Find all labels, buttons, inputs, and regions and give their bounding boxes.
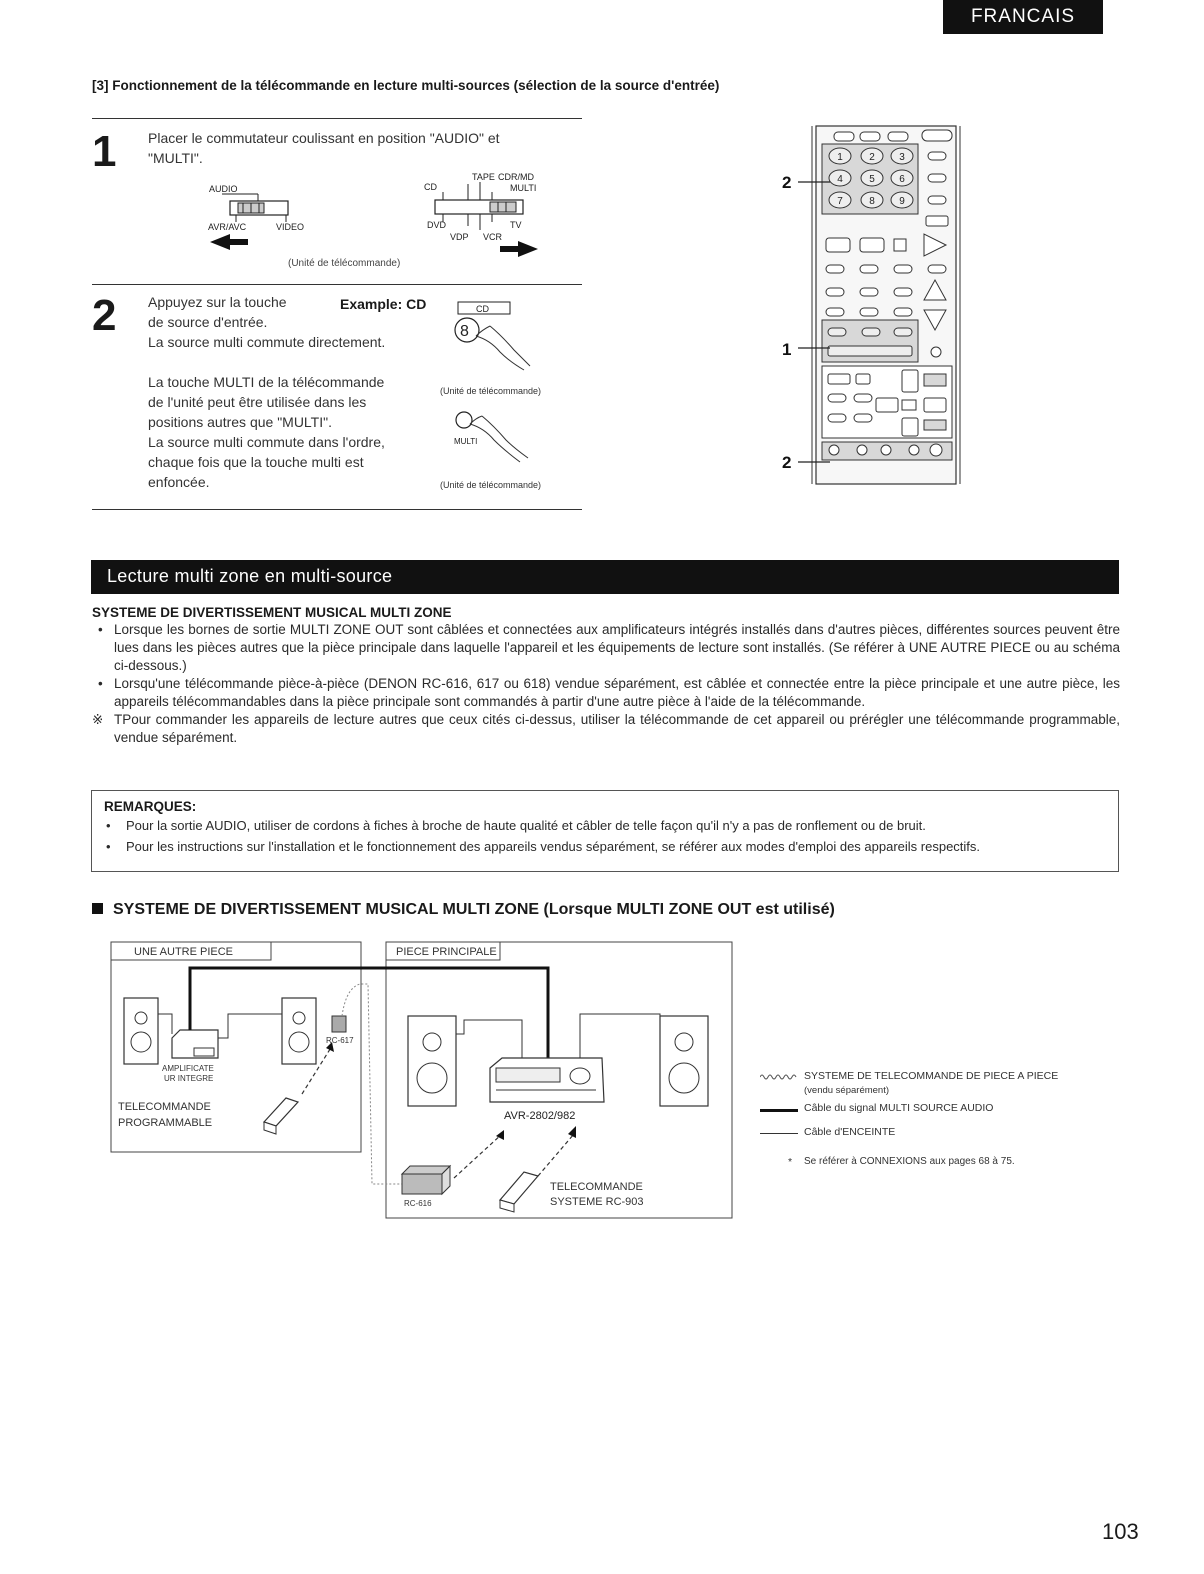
- step-2-number: 2: [92, 291, 117, 340]
- remote-control-illustration: [776, 122, 966, 488]
- multizone-body: [92, 605, 1120, 747]
- switch-label-tape: TAPE: [472, 172, 495, 182]
- section-banner: [91, 560, 1119, 594]
- remote-callout-bottom: 2: [782, 453, 792, 472]
- remote-key-4: 4: [837, 174, 843, 185]
- step-1-line1: Placer le commutateur coulissant en position "AUDIO" et: [148, 130, 500, 146]
- system-remote-label-2: SYSTEME RC-903: [550, 1196, 644, 1208]
- switch-label-multi: MULTI: [510, 183, 537, 193]
- multizone-diagram: [110, 938, 740, 1222]
- prog-remote-label-1: TELECOMMANDE: [118, 1101, 211, 1113]
- bullet-icon: •: [98, 676, 103, 691]
- remote-key-3: 3: [899, 152, 905, 163]
- remarks-box: [91, 790, 1119, 872]
- amplifier-icon: [172, 1030, 218, 1058]
- finger-icon: [476, 326, 530, 370]
- amp-label-2: UR INTEGRE: [164, 1074, 214, 1083]
- step-2-line2: de source d'entrée.: [148, 314, 268, 330]
- switch-label-dvd: DVD: [427, 220, 447, 230]
- banner-title: Lecture multi zone en multi-source: [107, 566, 393, 586]
- receiver-label: AVR-2802/982: [504, 1110, 576, 1122]
- step-2-caption-1: (Unité de télécommande): [440, 386, 542, 396]
- cd-key-number: 8: [460, 323, 469, 340]
- rule-mid: [92, 284, 582, 285]
- cd-key-illustration: [450, 296, 570, 380]
- bullet-icon: •: [106, 839, 111, 854]
- multizone-heading: SYSTEME DE DIVERTISSEMENT MUSICAL MULTI ZONE: [92, 605, 452, 620]
- multizone-bullet: [92, 675, 1120, 711]
- remote-key-1: 1: [837, 152, 843, 163]
- finger-icon: [470, 416, 528, 462]
- speaker-icon: [282, 998, 316, 1064]
- switch-label-video: VIDEO: [276, 222, 305, 232]
- legend-speaker: [760, 1126, 1100, 1156]
- note-mark: ※: [92, 712, 104, 727]
- remote-callout-top: 2: [782, 173, 792, 192]
- arrow-right-icon: [500, 241, 538, 257]
- switch-label-audio: AUDIO: [209, 184, 238, 194]
- legend-room-to-room-line2: (vendu séparément): [804, 1085, 890, 1096]
- legend-room-to-room: [760, 1070, 1100, 1102]
- speaker-icon: [408, 1016, 456, 1106]
- receiver-icon: [490, 1058, 604, 1102]
- rc617-icon: [332, 1016, 346, 1032]
- step-1-number: 1: [92, 127, 117, 176]
- example-label: Example: CD: [340, 296, 427, 312]
- remark-text: Pour la sortie AUDIO, utiliser de cordons à fiches à broche de haute qualité et câbler de telle façon qu'il n'y a pas de ronflement ou de bruit.: [126, 818, 926, 833]
- multi-switch: [424, 172, 538, 257]
- remarks-title: REMARQUES:: [104, 799, 197, 814]
- square-bullet-icon: [92, 903, 103, 914]
- legend-note-mark: *: [788, 1156, 793, 1168]
- remote-key-9: 9: [899, 196, 905, 207]
- prog-remote-label-2: PROGRAMMABLE: [118, 1117, 213, 1129]
- step-2-para-line: positions autres que "MULTI".: [148, 414, 332, 430]
- section-title: [3] Fonctionnement de la télécommande en lecture multi-sources (sélection de la source d'entrée): [92, 78, 720, 93]
- switch-label-cdrmd: CDR/MD: [498, 172, 534, 182]
- remark-text: Pour les instructions sur l'installation et le fonctionnement des appareils vendus séparément, se référer aux modes d'emploi des appareils respectifs.: [126, 839, 981, 854]
- step-2-para-line: La source multi commute dans l'ordre,: [148, 434, 385, 450]
- bullet-icon: •: [106, 818, 111, 833]
- remarks-content: [104, 799, 1104, 856]
- remote-key-7: 7: [837, 196, 843, 207]
- multizone-bullet-text: Lorsque les bornes de sortie MULTI ZONE OUT sont câblées et connectées aux amplificateurs intégrés installés dans d'autres pièces, différentes sources peuvent être lues dans les pièces autres que la pièce principale dans laquelle l'appareil et les équipements de lecture sont installés. (Se référer à UNE AUTRE PIECE ou au schéma ci-dessous.): [114, 622, 1120, 673]
- language-tab: FRANCAIS: [943, 0, 1103, 34]
- legend-multi-source-text: Câble du signal MULTI SOURCE AUDIO: [804, 1102, 994, 1114]
- remark-item: [104, 817, 1104, 835]
- cd-key-label: CD: [476, 304, 489, 314]
- thick-line-icon: [760, 1109, 798, 1112]
- multizone-note-text: TPour commander les appareils de lecture autres que ceux cités ci-dessus, utiliser la télécommande de cet appareil ou prérégler une télécommande programmable, vendue séparément.: [114, 712, 1120, 745]
- switch-label-vcr: VCR: [483, 232, 503, 242]
- step-1-caption: (Unité de télécommande): [288, 258, 401, 269]
- rc616-label: RC-616: [404, 1199, 432, 1208]
- step-2-para-line: de l'unité peut être utilisée dans les: [148, 394, 367, 410]
- switch-label-cd: CD: [424, 182, 437, 192]
- system-remote-label-1: TELECOMMANDE: [550, 1181, 643, 1193]
- step-2-para-line: La touche MULTI de la télécommande: [148, 374, 385, 390]
- arrow-left-icon: [210, 234, 248, 250]
- multizone-note: [92, 711, 1120, 747]
- other-room-label: UNE AUTRE PIECE: [134, 946, 234, 958]
- speaker-icon: [660, 1016, 708, 1106]
- legend-multi-source: [760, 1102, 1100, 1126]
- legend-note: [760, 1156, 1100, 1172]
- remote-callout-middle: 1: [782, 340, 792, 359]
- diagram-legend: [760, 1070, 1100, 1172]
- rule-bottom: [92, 509, 582, 510]
- main-room-label: PIECE PRINCIPALE: [396, 946, 497, 958]
- step-1-line2: "MULTI".: [148, 150, 203, 166]
- legend-speaker-text: Câble d'ENCEINTE: [804, 1126, 896, 1138]
- switch-label-tv: TV: [510, 220, 522, 230]
- step-2-caption-2: (Unité de télécommande): [440, 480, 542, 490]
- rc617-label: RC-617: [326, 1036, 354, 1045]
- remote-key-8: 8: [869, 196, 875, 207]
- step-1-text: [148, 128, 582, 168]
- step-2-line1: Appuyez sur la touche: [148, 294, 287, 310]
- multizone-bullet: [92, 621, 1120, 675]
- amp-label-1: AMPLIFICATE: [162, 1064, 214, 1073]
- slide-switch-diagram: [200, 168, 540, 266]
- bullet-icon: •: [98, 622, 103, 637]
- rule-top: [92, 118, 582, 119]
- speaker-icon: [124, 998, 158, 1064]
- diagram-heading: [92, 901, 835, 919]
- multi-key-illustration: [450, 410, 560, 476]
- remark-item: [104, 838, 1104, 856]
- remote-key-2: 2: [869, 152, 875, 163]
- remote-key-5: 5: [869, 174, 875, 185]
- step-2-intro: [148, 292, 328, 332]
- rc616-icon: [402, 1166, 450, 1194]
- multi-key-label: MULTI: [454, 437, 478, 446]
- switch-label-avr: AVR/AVC: [208, 222, 247, 232]
- step-2-paragraph: [148, 372, 430, 492]
- legend-room-to-room-line1: SYSTEME DE TELECOMMANDE DE PIECE A PIECE: [804, 1070, 1059, 1082]
- legend-note-text: Se référer à CONNEXIONS aux pages 68 à 75.: [804, 1156, 1015, 1167]
- page-number: 103: [1102, 1519, 1139, 1544]
- wavy-line-icon: [760, 1073, 798, 1081]
- remote-key-6: 6: [899, 174, 905, 185]
- switch-label-vdp: VDP: [450, 232, 469, 242]
- step-2-line3: La source multi commute directement.: [148, 334, 386, 350]
- thin-line-icon: [760, 1133, 798, 1134]
- audio-switch: [208, 184, 304, 250]
- step-2-para-line: enfoncée.: [148, 474, 210, 490]
- diagram-heading-text: SYSTEME DE DIVERTISSEMENT MUSICAL MULTI ZONE (Lorsque MULTI ZONE OUT est utilisé): [113, 901, 835, 918]
- multizone-bullet-text: Lorsqu'une télécommande pièce-à-pièce (DENON RC-616, 617 ou 618) vendue séparément, est câblée et connectée entre la pièce principale et une autre pièce, les appareils télécommandables dans la pièce principale sont commandés à partir d'une autre pièce à l'aide de la télécommande.: [114, 676, 1120, 709]
- step-2-para-line: chaque fois que la touche multi est: [148, 454, 364, 470]
